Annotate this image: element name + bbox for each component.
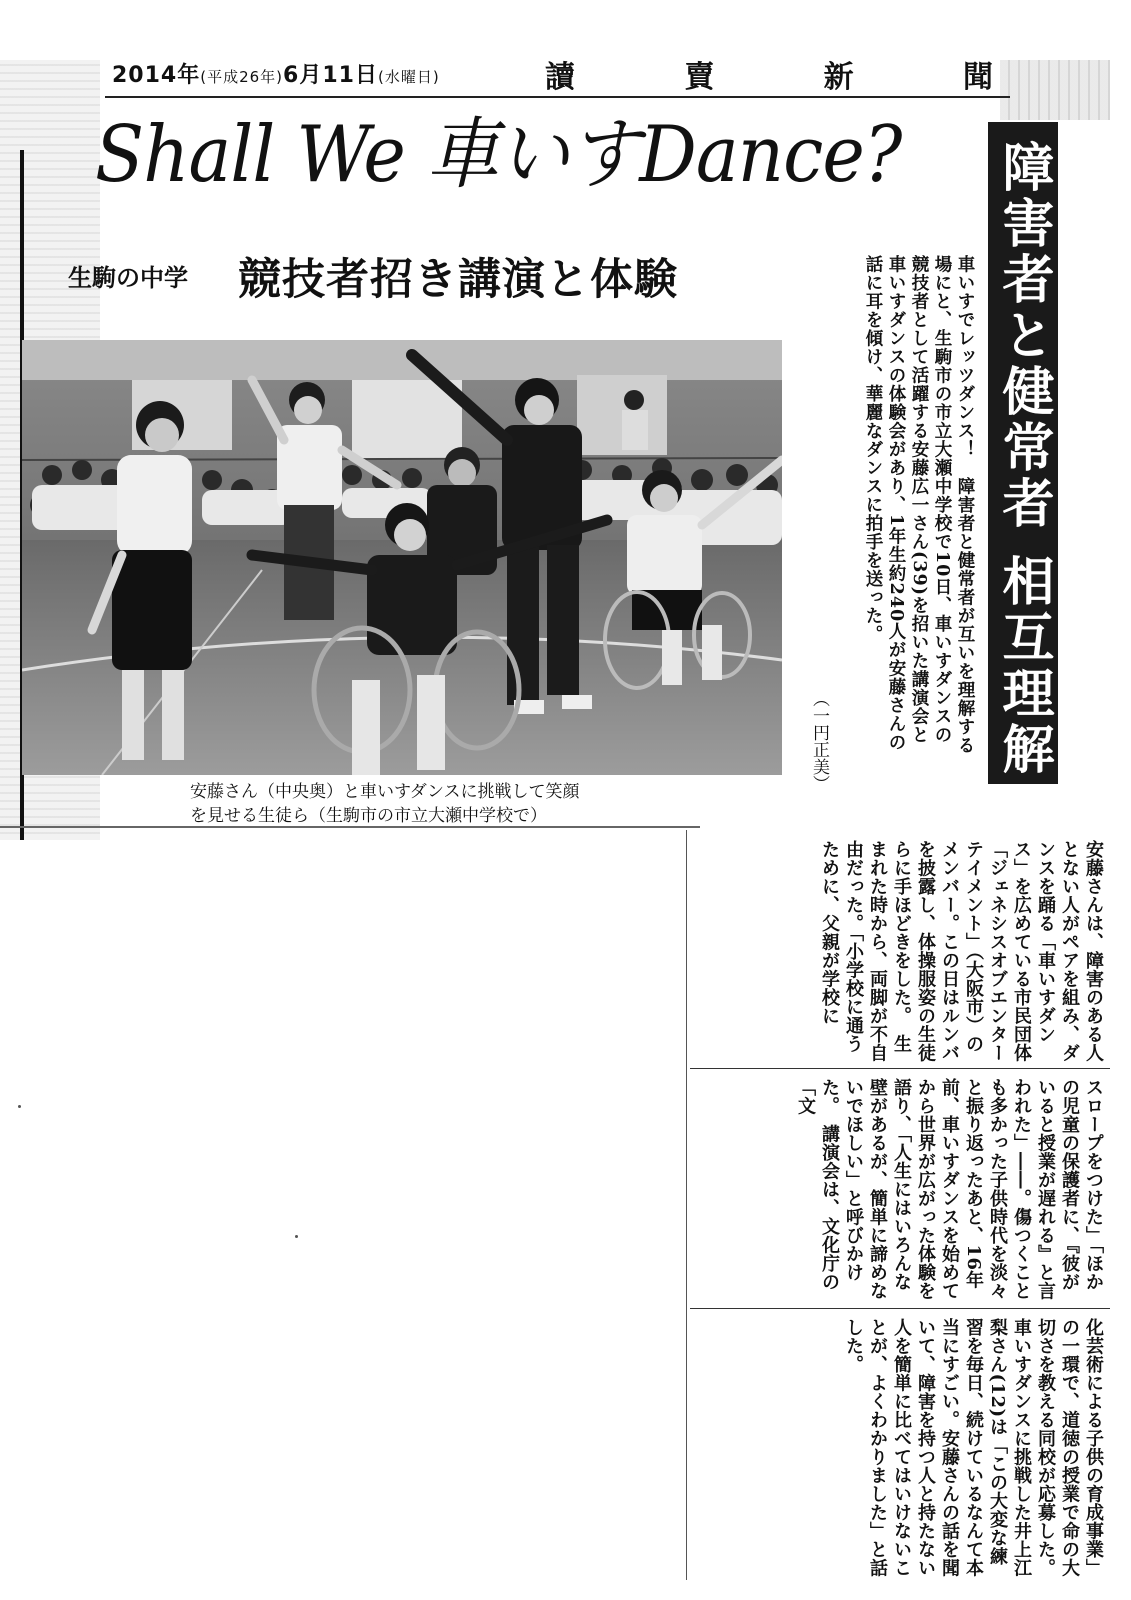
caption-line: 安藤さん（中央奥）と車いすダンスに挑戦して笑顔 <box>190 782 580 802</box>
masthead-rule <box>105 96 1010 98</box>
lead-paragraph: 車いすでレッツダンス！ 障害者と健常者が互いを理解する場にと、生駒市の市立大瀬中学校で10日、車いすダンスの競技者として活躍する安藤広一さん(39)を招いた講演会と車いすダンスの体験会があり、1年生約240人が安藤さんの話に耳を傾け、華麗なダンスに拍手を送った。 <box>863 255 975 755</box>
date-month-day: 6月11日 <box>283 63 378 88</box>
column-divider <box>686 830 687 1580</box>
paper-char: 新 <box>823 60 856 95</box>
caption-line: を見せる生徒ら（生駒市の市立大瀬中学校で） <box>190 806 547 826</box>
paper-char: 讀 <box>545 60 577 95</box>
body-column: 化芸術による子供の育成事業」の一環で、道徳の授業で命の大切さを教える同校が応募した。車いすダンスに挑戦した井上江梨さん(12)は「この大変な練習を毎日、続けているなんて本当にすごい。安藤さんの話を聞いて、障害を持つ人と持たない人を簡単に比べてはいけないことが、よくわかりました」と話した。 <box>843 1318 1104 1577</box>
body-column: スロープをつけた」「ほかの児童の保護者に、『彼がいると授業が遅れる』と言われた」――。傷つくことも多かった子供時代を淡々と振り返ったあと、16年前、車いすダンスを始めてから世界が広がった体験を語り、「人生にはいろんな壁があるが、簡単に諦めないでほしい」と呼びかけた。 講演会は、文化庁の「文 <box>795 1078 1104 1300</box>
paper-char: 賣 <box>684 60 717 95</box>
kicker: 生駒の中学 <box>68 264 188 292</box>
vertical-banner: 障害者と健常者 相互理解 <box>988 122 1058 784</box>
date-era: (平成26年) <box>200 68 284 86</box>
subheadline: 競技者招き講演と体験 <box>238 255 678 305</box>
date-weekday: (水曜日) <box>377 68 440 86</box>
headline: Shall We 車いすDance? <box>95 110 902 200</box>
photo-caption <box>190 780 790 830</box>
column-rule <box>690 1068 1110 1069</box>
caption-rule <box>0 826 700 828</box>
dateline <box>112 58 492 90</box>
article-photo <box>22 340 782 775</box>
body-column: 安藤さんは、障害のある人とない人がペアを組み、ダンスを踊る「車いすダンス」を広めている市民団体「ジェネシスオブエンターテイメント」（大阪市）のメンバー。この日はルンバを披露し、体操服姿の生徒らに手ほどきをした。 生まれた時から、両脚が不自由だった。「小学校に通うために、父親が学校に <box>819 840 1104 1062</box>
newspaper-name <box>545 52 995 95</box>
scan-speck <box>295 1235 298 1238</box>
scan-speck <box>18 1105 21 1108</box>
adjacent-article-edge-right <box>1000 60 1110 120</box>
date-year: 2014年 <box>112 63 201 88</box>
byline: （一円正美） <box>809 690 829 792</box>
column-rule <box>690 1308 1110 1309</box>
photo-illustration <box>22 340 782 775</box>
paper-char: 聞 <box>962 60 995 95</box>
